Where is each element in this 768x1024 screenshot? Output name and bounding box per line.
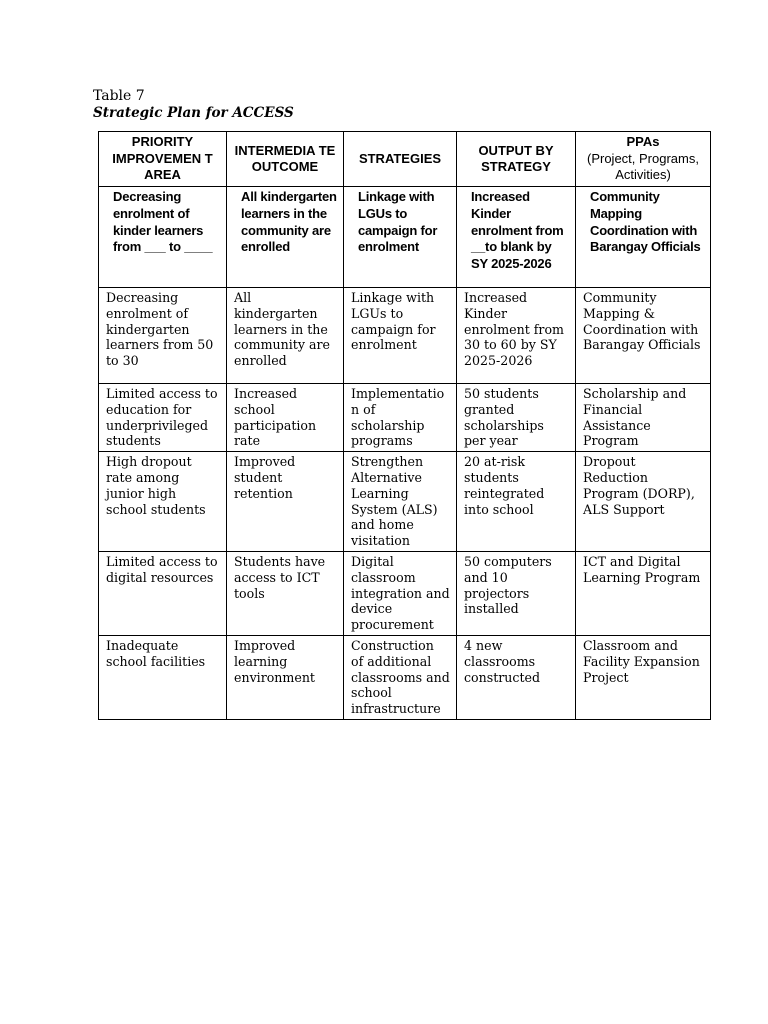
table-cell: Classroom and Facility Expansion Project <box>576 635 711 719</box>
table-cell: Increased school participation rate <box>227 384 344 452</box>
header-ppas: PPAs (Project, Programs, Activities) <box>576 132 711 187</box>
table-cell: Students have access to ICT tools <box>227 551 344 635</box>
table-cell: 20 at-risk students reintegrated into school <box>457 452 576 552</box>
table-row <box>99 452 711 552</box>
table-cell: Inadequate school facilities <box>99 635 227 719</box>
table-cell: Decreasing enrolment of kindergarten learners from 50 to 30 <box>99 288 227 384</box>
table-cell: Improved learning environment <box>227 635 344 719</box>
table-row <box>99 551 711 635</box>
header-output-by-strategy: OUTPUT BY STRATEGY <box>457 132 576 187</box>
header-priority-area: PRIORITY IMPROVEMEN T AREA <box>99 132 227 187</box>
table-cell: All kindergarten learners in the community are enrolled <box>227 288 344 384</box>
table-cell: Limited access to education for underprivileged students <box>99 384 227 452</box>
table-title: Strategic Plan for ACCESS <box>93 105 294 121</box>
table-cell: Community Mapping & Coordination with Barangay Officials <box>576 288 711 384</box>
table-row <box>99 288 711 384</box>
table-cell: Improved student retention <box>227 452 344 552</box>
template-row <box>99 187 711 288</box>
table-number: Table 7 <box>93 88 145 104</box>
table-cell: Construction of additional classrooms and school infrastructure <box>344 635 457 719</box>
table-cell: 50 students granted scholarships per year <box>457 384 576 452</box>
table-cell: Digital classroom integration and device procurement <box>344 551 457 635</box>
table-cell: Increased Kinder enrolment from 30 to 60 by SY 2025-2026 <box>457 288 576 384</box>
table-cell: Strengthen Alternative Learning System (ALS) and home visitation <box>344 452 457 552</box>
header-intermediate-outcome: INTERMEDIA TE OUTCOME <box>227 132 344 187</box>
table-cell: Scholarship and Financial Assistance Program <box>576 384 711 452</box>
table-cell: All kindergarten learners in the community are enrolled <box>227 187 344 288</box>
table-cell: Dropout Reduction Program (DORP), ALS Support <box>576 452 711 552</box>
table-row <box>99 635 711 719</box>
table-cell: Implementation of scholarship programs <box>344 384 457 452</box>
table-row <box>99 384 711 452</box>
table-cell: Community Mapping Coordination with Barangay Officials <box>576 187 711 288</box>
strategic-plan-table <box>98 131 711 720</box>
table-cell: 50 computers and 10 projectors installed <box>457 551 576 635</box>
table-cell: 4 new classrooms constructed <box>457 635 576 719</box>
table-cell: Linkage with LGUs to campaign for enrolment <box>344 187 457 288</box>
table-cell: ICT and Digital Learning Program <box>576 551 711 635</box>
table-header-row <box>99 132 711 187</box>
table-cell: Limited access to digital resources <box>99 551 227 635</box>
table-cell: Decreasing enrolment of kinder learners from ___ to ____ <box>99 187 227 288</box>
table-cell: High dropout rate among junior high school students <box>99 452 227 552</box>
header-strategies: STRATEGIES <box>344 132 457 187</box>
table-cell: Linkage with LGUs to campaign for enrolment <box>344 288 457 384</box>
table-cell: Increased Kinder enrolment from __to blank by SY 2025-2026 <box>457 187 576 288</box>
